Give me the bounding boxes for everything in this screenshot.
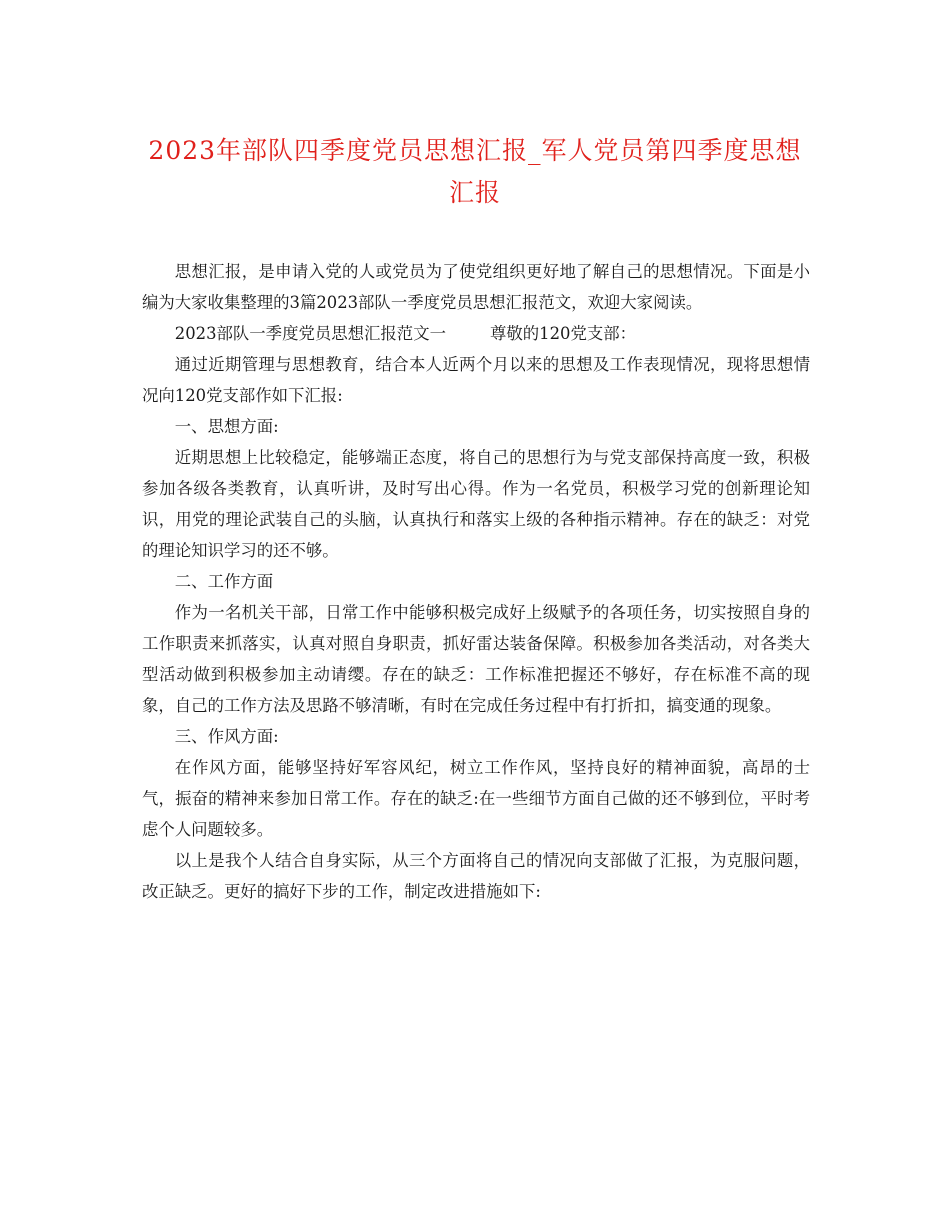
- intro-paragraph: 思想汇报，是申请入党的人或党员为了使党组织更好地了解自己的思想情况。下面是小编为大家收集整理的3篇2023部队一季度党员思想汇报范文，欢迎大家阅读。: [142, 262, 810, 312]
- summary-paragraph: 以上是我个人结合自身实际，从三个方面将自己的情况向支部做了汇报，为克服问题，改正缺乏。更好的搞好下步的工作，制定改进措施如下:: [142, 851, 810, 901]
- sample-heading: 2023部队一季度党员思想汇报范文一: [174, 324, 446, 343]
- section-heading-thought: 一、思想方面:: [174, 417, 279, 436]
- sample-heading-line: [142, 318, 810, 349]
- document-title: 2023年部队四季度党员思想汇报_军人党员第四季度思想汇报: [148, 136, 802, 207]
- work-paragraph: 作为一名机关干部，日常工作中能够积极完成好上级赋予的各项任务，切实按照自身的工作职责来抓落实，认真对照自身职责，抓好雷达装备保障。积极参加各类活动，对各类大型活动做到积极参加主动请缨。存在的缺乏：工作标准把握还不够好，存在标准不高的现象，自己的工作方法及思路不够清晰，有时在完成任务过程中有打折扣，搞变通的现象。: [142, 603, 810, 715]
- thought-paragraph: 近期思想上比较稳定，能够端正态度，将自己的思想行为与党支部保持高度一致，积极参加各级各类教育，认真听讲，及时写出心得。作为一名党员，积极学习党的创新理论知识，用党的理论武装自己的头脑，认真执行和落实上级的各种指示精神。存在的缺乏：对党的理论知识学习的还不够。: [142, 448, 810, 560]
- opening-paragraph: 通过近期管理与思想教育，结合本人近两个月以来的思想及工作表现情况，现将思想情况向120党支部作如下汇报:: [142, 355, 810, 405]
- section-heading-work: 二、工作方面: [174, 572, 274, 591]
- salutation: 尊敬的120党支部：: [489, 324, 637, 343]
- section-heading-style: 三、作风方面:: [174, 727, 279, 746]
- style-paragraph: 在作风方面，能够坚持好军容风纪，树立工作作风，坚持良好的精神面貌，高昂的士气，振奋的精神来参加日常工作。存在的缺乏:在一些细节方面自己做的还不够到位，平时考虑个人问题较多。: [142, 758, 810, 839]
- document-body: [142, 256, 810, 907]
